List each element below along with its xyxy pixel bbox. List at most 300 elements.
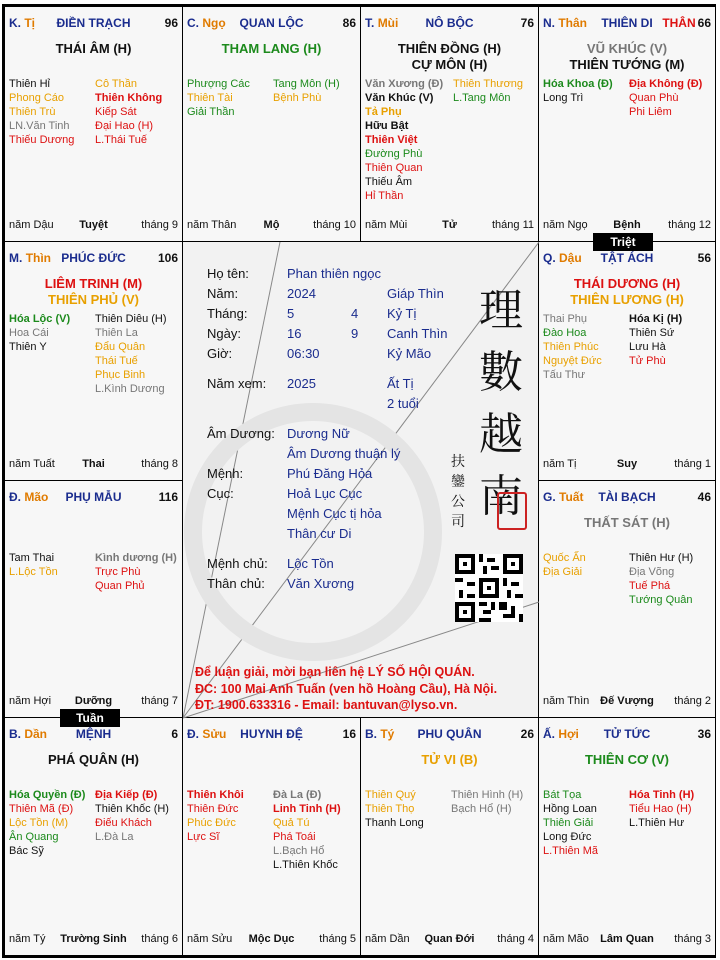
footer-stage: Bệnh	[613, 219, 641, 231]
left-stars	[187, 788, 244, 844]
branch-name: Tuất	[559, 490, 584, 504]
star-item: Đào Hoa	[543, 327, 587, 339]
star-item: Thiếu Âm	[365, 176, 413, 188]
contact-line-1: Để luận giải, mời bạn liên hệ LÝ SỐ HỘI QUÁN.	[195, 665, 475, 679]
palace-footer	[9, 458, 178, 472]
palace-thin[interactable]	[4, 241, 183, 481]
branch-name: Thân	[558, 16, 588, 30]
star-item: Thiên Hỉ	[9, 78, 50, 90]
star-item: Thiên Mã (Đ)	[9, 803, 74, 815]
star-item: Nguyệt Đức	[543, 355, 602, 367]
left-stars	[543, 77, 613, 105]
star-item: Đẩu Quân	[95, 341, 146, 353]
star-item: Tiểu Hao (H)	[629, 803, 692, 815]
palace-name-text: NÔ BỘC	[425, 16, 474, 30]
palace-name-text: THIÊN DI	[601, 16, 653, 30]
cuc-label: Cục:	[207, 486, 234, 501]
palace-number	[158, 251, 178, 265]
star-item: Thiên Hư (H)	[629, 552, 694, 564]
star-item: Thiên La	[95, 327, 138, 339]
palace-number	[698, 251, 711, 265]
footer-month: tháng 6	[141, 933, 178, 945]
branch-prefix: N.	[543, 16, 555, 30]
footer-year: năm Ngọ	[543, 219, 588, 231]
than-marker: THÂN	[662, 16, 696, 30]
star-item: Bệnh Phù	[273, 92, 322, 104]
star-item: Văn Xương (Đ)	[365, 78, 444, 90]
nam-xem-label: Năm xem:	[207, 376, 267, 391]
palace-name	[187, 16, 356, 30]
palace-name	[543, 251, 711, 265]
right-stars	[95, 312, 167, 396]
palace-number	[343, 16, 356, 30]
nam-value: 2024	[287, 286, 316, 301]
right-stars	[629, 551, 693, 607]
contact-line-3: ĐT: 1900.633316 - Email: bantuvan@lyso.vn.	[195, 698, 458, 712]
left-stars	[365, 77, 443, 203]
left-stars	[9, 312, 70, 354]
branch-prefix: C.	[187, 16, 199, 30]
horoscope-chart	[2, 4, 716, 958]
footer-year: năm Thìn	[543, 695, 590, 707]
star-item: Thiên Hình (H)	[451, 789, 524, 801]
star-item: Thanh Long	[365, 817, 424, 829]
palace-name	[9, 251, 178, 265]
footer-stage: Quan Đới	[424, 933, 475, 945]
side-char-3: 公	[451, 494, 465, 510]
main-star: THẤT SÁT (H)	[584, 515, 670, 530]
star-item: Thiên Việt	[365, 134, 418, 146]
star-item: L.Bạch Hổ	[273, 845, 325, 857]
footer-month: tháng 2	[674, 695, 711, 707]
palace-tuat[interactable]	[538, 480, 716, 718]
star-item: Điếu Khách	[95, 817, 152, 829]
footer-stage: Mộc Dục	[248, 933, 295, 945]
palace-header	[365, 727, 534, 743]
palace-name	[543, 490, 711, 504]
footer-month: tháng 7	[141, 695, 178, 707]
palace-footer	[543, 933, 711, 947]
palace-number	[165, 16, 178, 30]
star-item: Giải Thần	[187, 106, 235, 118]
star-item: Lực Sĩ	[187, 831, 220, 843]
star-item: Phi Liêm	[629, 106, 672, 118]
palace-number-text: 56	[697, 251, 711, 265]
star-item: Hữu Bật	[365, 120, 409, 132]
palace-suu[interactable]	[182, 717, 361, 956]
branch-name: Dậu	[559, 251, 582, 265]
star-item: Thiên Giải	[543, 817, 594, 829]
star-item: Địa Võng	[629, 566, 675, 578]
main-star: THIÊN CƠ (V)	[584, 752, 670, 767]
left-stars	[365, 788, 424, 830]
footer-year: năm Tý	[9, 933, 46, 945]
right-stars	[273, 788, 341, 872]
branch-name: Hợi	[558, 727, 579, 741]
star-item: Phục Binh	[95, 369, 146, 381]
palace-number-text: 116	[158, 490, 178, 504]
star-item: Quả Tú	[273, 817, 310, 829]
star-item: Long Trì	[543, 92, 584, 104]
gio-value: 06:30	[287, 346, 320, 361]
footer-year: năm Mùi	[365, 219, 408, 231]
right-stars	[95, 551, 177, 593]
palace-header	[543, 727, 711, 743]
star-item: Hóa Kị (H)	[629, 313, 683, 325]
branch-name: Sửu	[202, 727, 227, 741]
cuc-value-3: Thân cư Di	[287, 526, 352, 541]
palace-header	[543, 251, 711, 267]
star-item: LN.Văn Tinh	[9, 120, 70, 132]
palace-header	[9, 251, 178, 267]
palace-number-text: 86	[342, 16, 356, 30]
am-duong-label: Âm Dương:	[207, 426, 275, 441]
footer-year: năm Dậu	[9, 219, 54, 231]
star-item: Phúc Đức	[187, 817, 236, 829]
palace-name-text: TÀI BẠCH	[598, 490, 656, 504]
ngay-value: 16	[287, 326, 302, 341]
star-item: Thiên Quan	[365, 162, 423, 174]
thang-value: 5	[287, 306, 295, 321]
star-item: Long Đức	[543, 831, 592, 843]
main-stars	[5, 752, 182, 768]
palace-header	[187, 16, 356, 32]
footer-year: năm Tị	[543, 458, 577, 470]
main-stars	[539, 41, 715, 73]
palace-name-text: PHU QUÂN	[417, 727, 482, 741]
palace-name-text: PHỤ MẪU	[65, 490, 122, 504]
footer-stage: Thai	[82, 458, 105, 470]
palace-header	[543, 16, 711, 32]
footer-month: tháng 10	[313, 219, 356, 231]
palace-name	[543, 727, 711, 741]
footer-year: năm Hợi	[9, 695, 52, 707]
calligraphy-char-4: 南	[479, 471, 523, 522]
star-item: Đại Hao (H)	[95, 120, 154, 132]
thang-am: 4	[351, 306, 359, 321]
star-item: Quốc Ấn	[543, 552, 586, 564]
star-item: L.Lộc Tồn	[9, 566, 58, 578]
footer-year: năm Sửu	[187, 933, 233, 945]
main-stars	[183, 41, 360, 57]
branch-prefix: G.	[543, 490, 556, 504]
gio-can-chi: Kỷ Mão	[387, 346, 432, 361]
footer-year: năm Thân	[187, 219, 237, 231]
palace-header	[9, 727, 178, 743]
footer-month: tháng 8	[141, 458, 178, 470]
cuc-value-2: Mệnh Cục tị hỏa	[287, 506, 382, 521]
palace-header	[187, 727, 356, 743]
branch-prefix: B.	[9, 727, 21, 741]
star-item: Quan Phủ	[95, 580, 145, 592]
right-stars	[95, 788, 169, 844]
right-stars	[273, 77, 340, 105]
right-stars	[629, 312, 682, 368]
than-chu-label: Thân chủ:	[207, 576, 265, 591]
palace-name	[365, 727, 534, 741]
star-item: Thiên Quý	[365, 789, 416, 801]
palace-number	[698, 490, 711, 504]
palace-name-text: TỬ TỨC	[603, 727, 651, 741]
branch-name: Mão	[24, 490, 49, 504]
palace-number	[159, 490, 178, 504]
ngay-can-chi: Canh Thìn	[387, 326, 448, 341]
palace-name-text: PHÚC ĐỨC	[61, 251, 126, 265]
palace-name	[187, 727, 356, 741]
footer-month: tháng 12	[668, 219, 711, 231]
star-item: Đường Phù	[365, 148, 423, 160]
left-stars	[187, 77, 250, 119]
branch-name: Mùi	[377, 16, 399, 30]
nam-label: Năm:	[207, 286, 239, 301]
star-item: L.Thiên Khốc	[273, 859, 338, 871]
gio-label: Giờ:	[207, 346, 233, 361]
main-star: THIÊN ĐỒNG (H)	[397, 41, 502, 56]
palace-ty[interactable]	[360, 717, 539, 956]
footer-year: năm Dần	[365, 933, 410, 945]
main-star: THÁI DƯƠNG (H)	[573, 276, 681, 291]
branch-name: Tý	[380, 727, 395, 741]
palace-number	[343, 727, 356, 741]
footer-stage: Đế Vượng	[600, 695, 654, 707]
star-item: Hóa Quyền (Đ)	[9, 789, 86, 801]
left-stars	[543, 788, 598, 858]
star-item: Cô Thần	[95, 78, 137, 90]
branch-prefix: Ấ.	[543, 727, 555, 741]
star-item: Trực Phù	[95, 566, 141, 578]
palace-name	[9, 16, 178, 30]
star-item: Thái Tuế	[95, 355, 138, 367]
palace-number-text: 16	[342, 727, 356, 741]
palace-footer	[365, 933, 534, 947]
main-stars	[539, 515, 715, 531]
main-star: TỬ VI (B)	[421, 752, 478, 767]
star-item: Bạch Hổ (H)	[451, 803, 512, 815]
qr-code[interactable]	[455, 554, 523, 622]
branch-prefix: Đ.	[9, 490, 21, 504]
ngay-am: 9	[351, 326, 359, 341]
palace-name-text: MỆNH	[75, 727, 112, 741]
footer-stage: Lâm Quan	[600, 933, 654, 945]
center-info-panel	[182, 241, 539, 718]
star-item: Hồng Loan	[543, 803, 597, 815]
thang-label: Tháng:	[207, 306, 248, 321]
star-item: Linh Tinh (H)	[273, 803, 341, 815]
cuc-value: Hoả Lục Cục	[287, 486, 363, 501]
star-item: Tả Phụ	[365, 106, 402, 118]
star-item: Thiên Diêu (H)	[95, 313, 167, 325]
footer-stage: Mộ	[263, 219, 280, 231]
palace-number	[698, 727, 711, 741]
palace-name	[9, 490, 178, 504]
left-stars	[543, 551, 586, 579]
star-item: L.Thái Tuế	[95, 134, 147, 146]
right-stars	[451, 788, 523, 816]
star-item: Phong Cáo	[9, 92, 65, 104]
palace-footer	[9, 933, 178, 947]
star-item: Kình dương (H)	[95, 552, 177, 564]
branch-prefix: Đ.	[187, 727, 199, 741]
palace-footer	[543, 219, 711, 233]
star-item: Phượng Các	[187, 78, 250, 90]
star-item: Hoa Cái	[9, 327, 49, 339]
footer-year: năm Tuất	[9, 458, 55, 470]
palace-number	[662, 16, 711, 30]
ho-ten-value: Phan thiên ngọc	[287, 266, 381, 281]
palace-mao[interactable]	[4, 480, 183, 718]
palace-dan[interactable]	[4, 717, 183, 956]
branch-name: Thìn	[25, 251, 52, 265]
palace-number-text: 26	[520, 727, 534, 741]
main-star: THAM LANG (H)	[221, 41, 322, 56]
palace-mui[interactable]	[360, 6, 539, 242]
palace-footer	[187, 219, 356, 233]
palace-name	[9, 727, 178, 741]
star-item: Địa Không (Đ)	[629, 78, 703, 90]
calligraphy-char-1: 理	[479, 285, 523, 336]
star-item: Thiên Sứ	[629, 327, 675, 339]
branch-prefix: K.	[9, 16, 21, 30]
star-item: Bát Tọa	[543, 789, 582, 801]
palace-number-text: 106	[157, 251, 178, 265]
branch-name: Dần	[24, 727, 48, 741]
palace-number-text: 6	[171, 727, 178, 741]
star-item: Thiên Thương	[453, 78, 524, 90]
branch-prefix: T.	[365, 16, 375, 30]
footer-month: tháng 9	[141, 219, 178, 231]
star-item: Địa Kiếp (Đ)	[95, 789, 158, 801]
thang-can-chi: Kỷ Tị	[387, 306, 417, 321]
star-item: Bác Sỹ	[9, 845, 44, 857]
palace-footer	[365, 219, 534, 233]
palace-header	[9, 490, 178, 506]
contact-line-2: ĐC: 100 Mai Anh Tuấn (ven hồ Hoàng Cầu), Hà Nội.	[195, 682, 498, 696]
main-star: THIÊN LƯƠNG (H)	[570, 292, 684, 307]
palace-header	[365, 16, 534, 32]
star-item: Lộc Tồn (M)	[9, 817, 69, 829]
star-item: L.Kình Dương	[95, 383, 165, 395]
palace-header	[543, 490, 711, 506]
star-item: Địa Giải	[543, 566, 583, 578]
palace-footer	[9, 219, 178, 233]
triet-tag: Triệt	[593, 233, 653, 251]
star-item: Thai Phụ	[543, 313, 588, 325]
palace-than[interactable]	[538, 6, 716, 242]
left-stars	[9, 551, 58, 579]
star-item: Thiên Đức	[187, 803, 239, 815]
palace-number-text: 36	[697, 727, 711, 741]
star-item: Đà La (Đ)	[273, 789, 322, 801]
main-star: VŨ KHÚC (V)	[586, 41, 668, 56]
palace-number-text: 76	[520, 16, 534, 30]
star-item: Văn Khúc (V)	[365, 92, 434, 104]
seal-stamp	[497, 492, 527, 530]
star-item: Lưu Hà	[629, 341, 666, 353]
star-item: Tam Thai	[9, 552, 55, 564]
footer-stage: Trường Sinh	[60, 933, 127, 945]
palace-footer	[187, 933, 356, 947]
star-item: Quan Phù	[629, 92, 679, 104]
footer-month: tháng 3	[674, 933, 711, 945]
palace-hoi[interactable]	[538, 717, 716, 956]
footer-month: tháng 5	[319, 933, 356, 945]
menh-chu-label: Mệnh chủ:	[207, 556, 268, 571]
palace-header	[9, 16, 178, 32]
footer-month: tháng 4	[497, 933, 534, 945]
palace-number-text: 66	[697, 16, 711, 30]
footer-stage: Suy	[616, 458, 638, 470]
star-item: Hỉ Thần	[365, 190, 404, 202]
tuan-tag: Tuần	[60, 709, 120, 727]
main-stars	[539, 752, 715, 768]
palace-dau[interactable]	[538, 241, 716, 481]
menh-value: Phú Đăng Hỏa	[287, 466, 373, 481]
palace-ngo[interactable]	[182, 6, 361, 242]
star-item: Tuế Phá	[629, 580, 671, 592]
footer-stage: Tuyệt	[79, 219, 108, 231]
palace-number-text: 96	[164, 16, 178, 30]
palace-ti[interactable]	[4, 6, 183, 242]
star-item: Thiên Không	[95, 92, 163, 104]
star-item: Tấu Thư	[543, 369, 586, 381]
footer-month: tháng 11	[491, 219, 534, 231]
calligraphy-logo	[471, 280, 531, 528]
tuoi-value: 2 tuổi	[387, 396, 419, 411]
palace-name-text: HUYNH ĐỆ	[240, 727, 303, 741]
right-stars	[629, 77, 702, 119]
side-char-4: 司	[451, 514, 465, 530]
ho-ten-label: Họ tên:	[207, 266, 249, 281]
main-stars	[539, 276, 715, 308]
star-item: Phá Toái	[273, 831, 316, 843]
side-text	[451, 452, 467, 532]
star-item: L.Thiên Hư	[629, 817, 685, 829]
main-star: PHÁ QUÂN (H)	[48, 752, 139, 767]
star-item: Thiên Khốc (H)	[95, 803, 169, 815]
star-item: Hóa Tinh (H)	[629, 789, 695, 801]
palace-footer	[9, 695, 178, 709]
star-item: Tử Phù	[629, 355, 666, 367]
left-stars	[543, 312, 602, 382]
branch-name: Ngọ	[202, 16, 226, 30]
star-item: L.Thiên Mã	[543, 845, 599, 857]
calligraphy-char-3: 越	[479, 409, 523, 460]
palace-number	[171, 727, 178, 741]
star-item: Thiên Trù	[9, 106, 56, 118]
star-item: Thiếu Dương	[9, 134, 75, 146]
right-stars	[629, 788, 694, 830]
right-stars	[95, 77, 162, 147]
ngay-label: Ngày:	[207, 326, 241, 341]
left-stars	[9, 788, 85, 858]
palace-number	[521, 727, 534, 741]
star-item: Thiên Phúc	[543, 341, 599, 353]
branch-prefix: B.	[365, 727, 377, 741]
main-star: LIÊM TRINH (M)	[44, 276, 143, 291]
star-item: Tướng Quân	[629, 594, 693, 606]
am-duong-value-2: Âm Dương thuận lý	[287, 446, 401, 461]
footer-month: tháng 1	[674, 458, 711, 470]
branch-name: Tị	[24, 16, 36, 30]
main-star: THÁI ÂM (H)	[55, 41, 132, 56]
than-chu-value: Văn Xương	[287, 576, 355, 591]
right-stars	[453, 77, 523, 105]
main-stars	[5, 41, 182, 57]
branch-prefix: M.	[9, 251, 23, 265]
left-stars	[9, 77, 74, 147]
palace-footer	[543, 458, 711, 472]
palace-name	[365, 16, 534, 30]
